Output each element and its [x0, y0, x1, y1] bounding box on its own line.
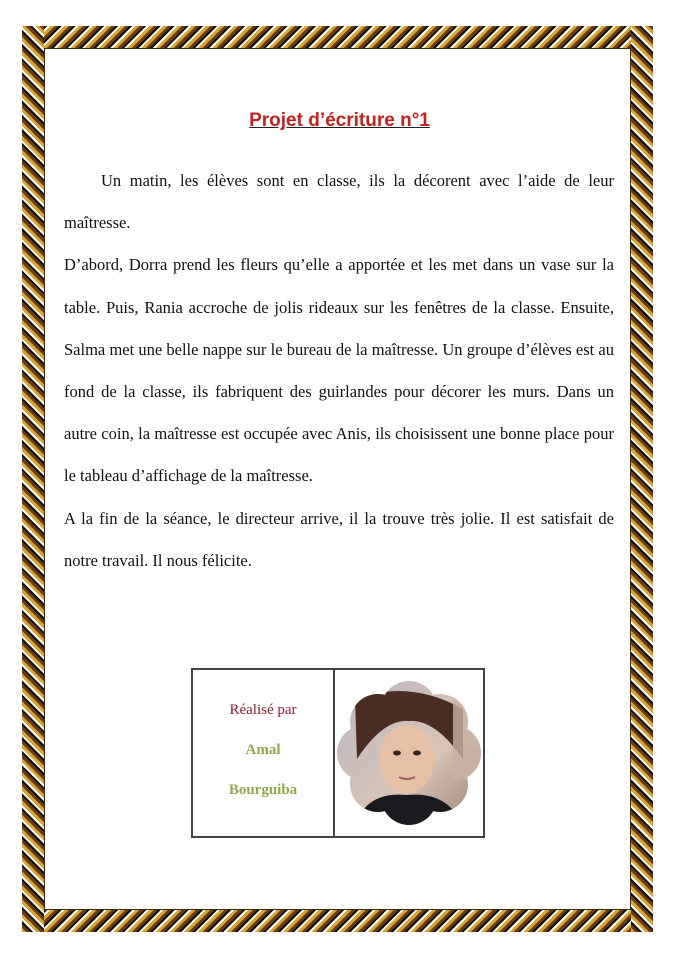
author-last-name: Bourguiba: [228, 782, 298, 798]
decorative-border-left: [22, 26, 44, 932]
author-photo: [335, 679, 483, 827]
paragraph-2: D’abord, Dorra prend les fleurs qu’elle a apportée et les met dans un vase sur la table. Puis, Rania accroche de jolis rideaux sur les fenêtres de la classe. Ensuite, Salma met une belle nappe sur le bureau de la maîtresse. Un groupe d’élèves est au fond de la classe, ils fabriquent des guirlandes pour décorer les murs. Dans un autre coin, la maîtresse est occupée avec Anis, ils choisissent une bonne place pour le tableau d’affichage de la maîtresse.: [64, 255, 614, 486]
paragraph-3: A la fin de la séance, le directeur arrive, il la trouve très jolie. Il est satisfait de notre travail. Il nous félicite.: [64, 508, 614, 570]
story-text: [64, 160, 614, 582]
decorative-border-top: [22, 26, 653, 48]
author-photo-cell: [335, 670, 483, 836]
decorative-border-right: [631, 26, 653, 932]
author-credit-text: [193, 670, 335, 836]
page-title: Projet d’écriture n°1: [249, 110, 430, 131]
credit-label: Réalisé par: [229, 702, 297, 718]
author-credit-box: [191, 668, 485, 838]
paragraph-1: Un matin, les élèves sont en classe, ils la décorent avec l’aide de leur maîtresse.: [64, 171, 614, 233]
decorative-border-bottom: [22, 910, 653, 932]
author-first-name: Amal: [245, 742, 281, 758]
